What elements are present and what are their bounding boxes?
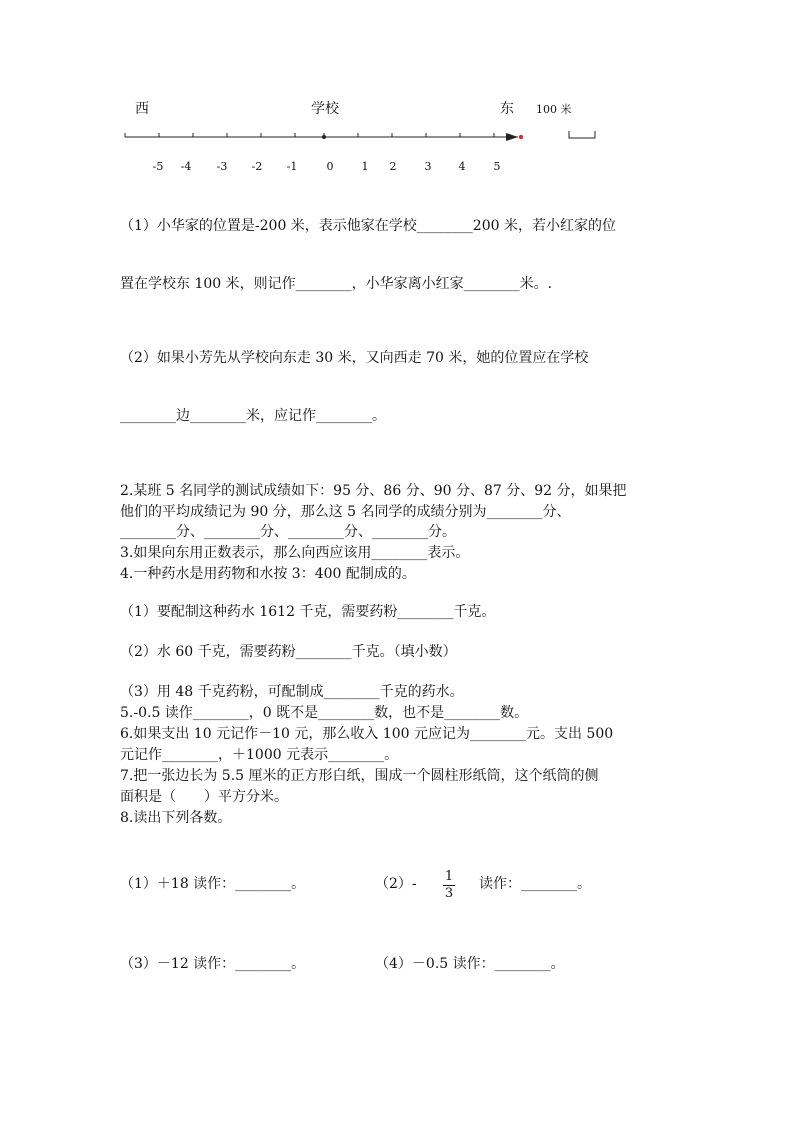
q4-sub2: （2）水 60 千克，需要药粉________千克。（填小数） [120,644,457,660]
q5-line1: 5.-0.5 读作________，0 既不是________数，也不是________数。 [120,705,529,721]
fraction-denominator: 3 [444,886,454,901]
q4-sub3: （3）用 48 千克药粉，可配制成________千克的药水。 [120,684,464,700]
tick-label: -3 [216,160,228,173]
q3-line1: 3.如果向东用正数表示，那么向西应该用________表示。 [120,545,470,561]
q1-part2-line2: ________边________米，应记作________。 [120,408,386,424]
tick-label: 3 [424,160,432,173]
tick-label: 5 [493,160,501,173]
tick-label: -4 [180,160,192,173]
school-label: 学校 [311,101,339,117]
number-line [0,0,794,160]
q1-part1-line2: 置在学校东 100 米，则记作________，小华家离小红家________米。. [120,276,553,292]
fraction-one-third [443,870,455,901]
scale-label: 100 米 [536,103,572,116]
q7-line2: 面积是（ ）平方分米。 [120,789,288,805]
q8-item4: （4）－0.5 读作：________。 [375,956,565,972]
q8-item1: （1）＋18 读作：________。 [120,876,306,892]
q6-line2: 元记作________，＋1000 元表示________。 [120,747,399,763]
q2-line3: ________分、________分、________分、________分。 [120,524,456,540]
tick-label: -2 [251,160,263,173]
q8-item2-prefix: （2）- [375,876,417,892]
arrow-tip-dot [519,135,523,139]
q8-item2-suffix: 读作：________。 [479,876,591,892]
origin-dot [322,135,326,139]
tick-label: 4 [458,160,466,173]
q8-item3: （3）－12 读作：________。 [120,956,306,972]
q4-line1: 4.一种药水是用药物和水按 3：400 配制成的。 [120,566,416,582]
tick-label: -1 [286,160,298,173]
fraction-numerator: 1 [444,869,454,884]
tick-label: -5 [152,160,164,173]
q6-line1: 6.如果支出 10 元记作－10 元，那么收入 100 元应记为________元。支出 500 [120,726,614,742]
q2-line1: 2.某班 5 名同学的测试成绩如下：95 分、86 分、90 分、87 分、92 分，如果把 [120,483,627,499]
q4-sub1: （1）要配制这种药水 1612 千克，需要药粉________千克。 [120,604,496,620]
q2-line2: 他们的平均成绩记为 90 分，那么这 5 名同学的成绩分别为________分、 [120,504,571,520]
tick-label: 2 [389,160,397,173]
q1-part1-line1: （1）小华家的位置是-200 米，表示他家在学校________200 米，若小红家的位 [120,218,616,234]
tick-label: 0 [326,160,334,173]
tick-label: 1 [361,160,369,173]
q8-title: 8.读出下列各数。 [120,810,232,826]
q1-part2-line1: （2）如果小芳先从学校向东走 30 米，又向西走 70 米，她的位置应在学校 [120,350,589,366]
arrow-icon [506,133,518,141]
west-label: 西 [135,101,149,117]
scale-bar [569,131,595,138]
q7-line1: 7.把一张边长为 5.5 厘米的正方形白纸，围成一个圆柱形纸筒，这个纸筒的侧 [120,768,599,784]
east-label: 东 [500,101,514,117]
